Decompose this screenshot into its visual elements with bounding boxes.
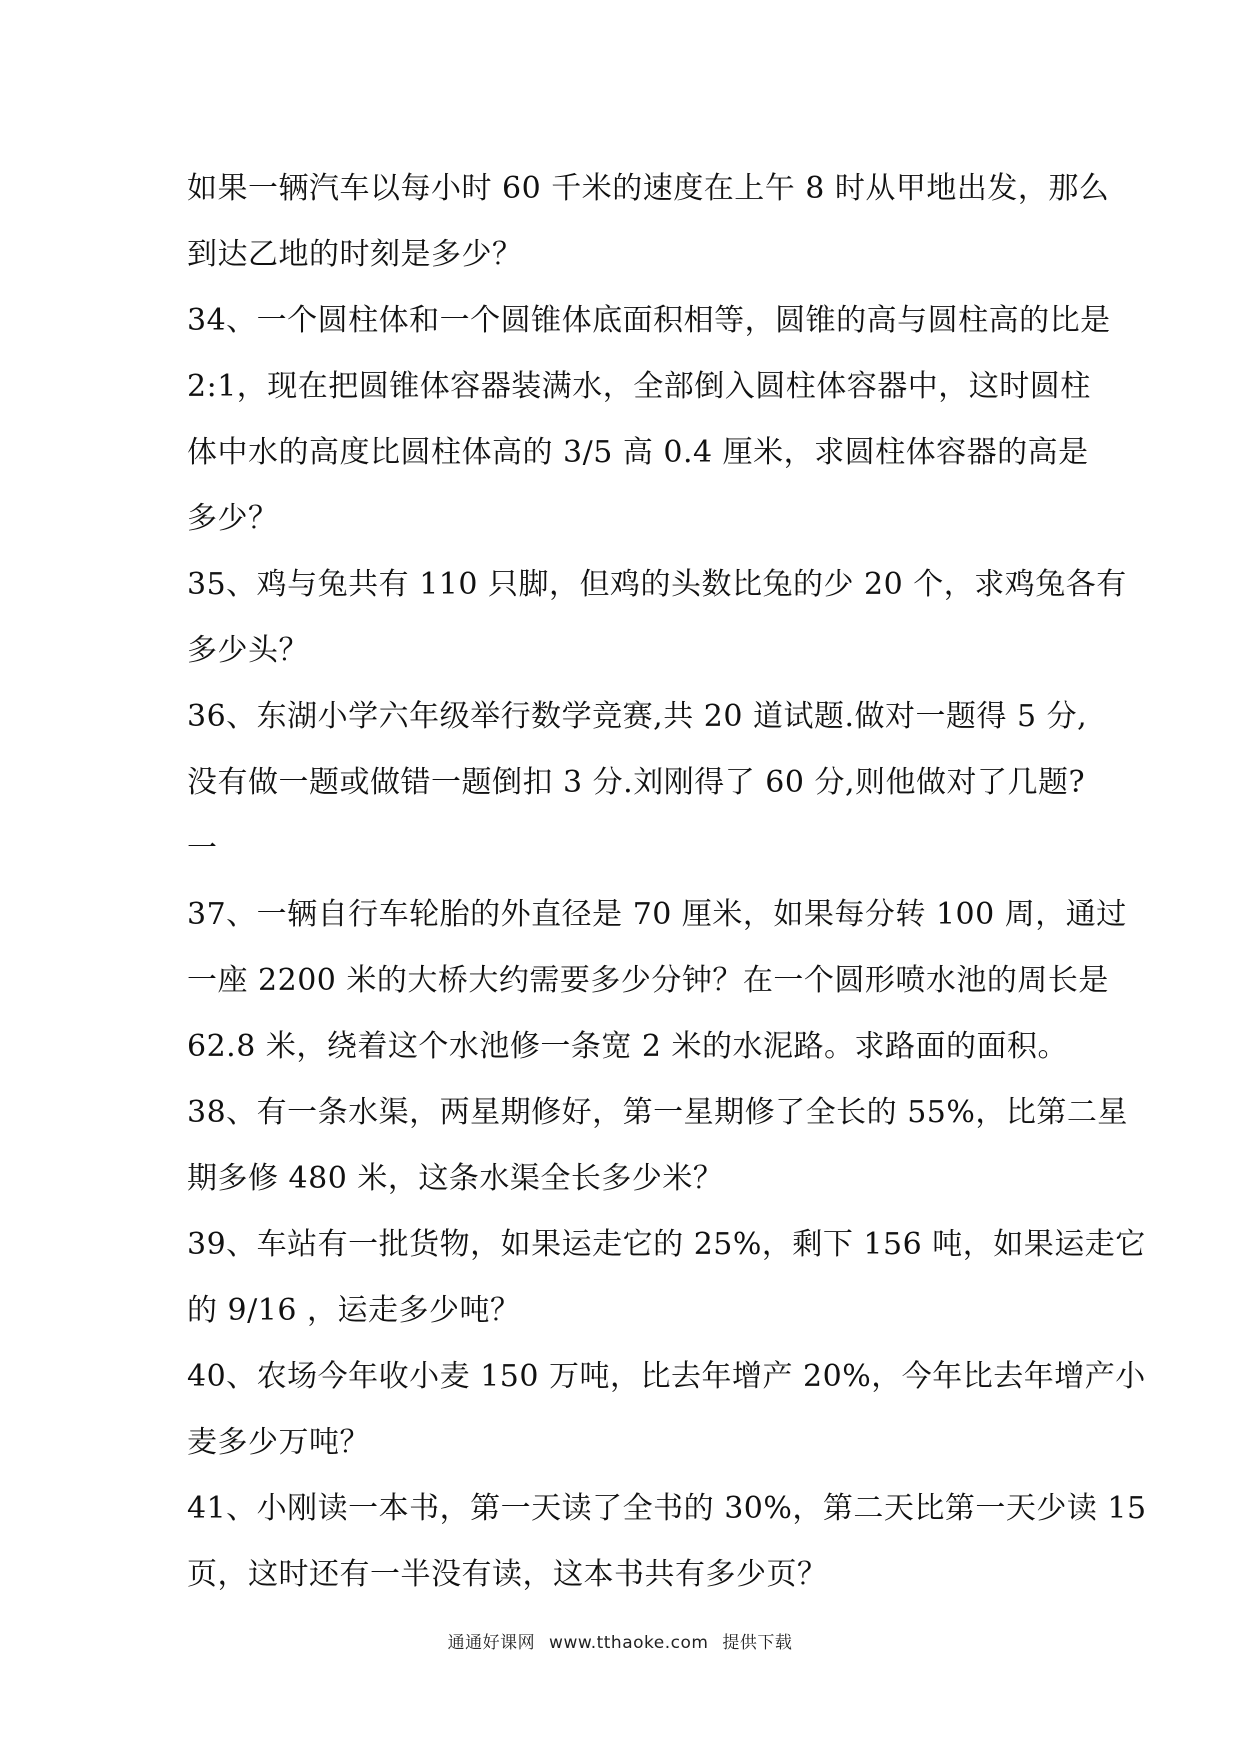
question-39-line: 39、车站有一批货物，如果运走它的 25%，剩下 156 吨，如果运走它 <box>187 1227 1146 1262</box>
question-38-line: 38、有一条水渠，两星期修好，第一星期修了全长的 55%，比第二星 <box>187 1095 1128 1130</box>
question-35-line: 35、鸡与兔共有 110 只脚，但鸡的头数比兔的少 20 个，求鸡兔各有 <box>187 567 1127 602</box>
question-40-line: 40、农场今年收小麦 150 万吨，比去年增产 20%，今年比去年增产小 <box>187 1359 1146 1394</box>
text-line: 期多修 480 米，这条水渠全长多少米？ <box>187 1161 724 1196</box>
footer-site-name: 通通好课网 <box>447 1633 536 1653</box>
question-34-line: 34、一个圆柱体和一个圆锥体底面积相等，圆锥的高与圆柱高的比是 <box>187 303 1111 338</box>
text-line: 62.8 米，绕着这个水池修一条宽 2 米的水泥路。求路面的面积。 <box>187 1029 1068 1064</box>
question-37-line: 37、一辆自行车轮胎的外直径是 70 厘米，如果每分转 100 周，通过 <box>187 897 1127 932</box>
text-line: 如果一辆汽车以每小时 60 千米的速度在上午 8 时从甲地出发，那么 <box>187 171 1110 206</box>
text-line: 的 9/16 ，运走多少吨？ <box>187 1293 521 1328</box>
text-line: 没有做一题或做错一题倒扣 3 分.刘刚得了 60 分,则他做对了几题? <box>187 765 1086 800</box>
question-41-line: 41、小刚读一本书，第一天读了全书的 30%，第二天比第一天少读 15 <box>187 1491 1147 1526</box>
text-line: 到达乙地的时刻是多少？ <box>187 237 523 272</box>
page-footer <box>0 1628 1240 1653</box>
text-line: 麦多少万吨？ <box>187 1425 370 1460</box>
footer-url: www.tthaoke.com <box>549 1633 709 1653</box>
question-36-line: 36、东湖小学六年级举行数学竞赛,共 20 道试题.做对一题得 5 分, <box>187 699 1088 734</box>
footer-suffix: 提供下载 <box>722 1633 793 1653</box>
text-line: 一座 2200 米的大桥大约需要多少分钟？在一个圆形喷水池的周长是 <box>187 963 1109 998</box>
text-line: 一 <box>187 831 218 866</box>
text-line: 多少头？ <box>187 633 309 668</box>
text-line: 多少？ <box>187 501 279 536</box>
text-line: 页，这时还有一半没有读，这本书共有多少页？ <box>187 1557 828 1592</box>
document-body <box>187 156 1147 1608</box>
text-line: 体中水的高度比圆柱体高的 3/5 高 0.4 厘米，求圆柱体容器的高是 <box>187 435 1089 470</box>
text-line: 2:1，现在把圆锥体容器装满水，全部倒入圆柱体容器中，这时圆柱 <box>187 369 1091 404</box>
